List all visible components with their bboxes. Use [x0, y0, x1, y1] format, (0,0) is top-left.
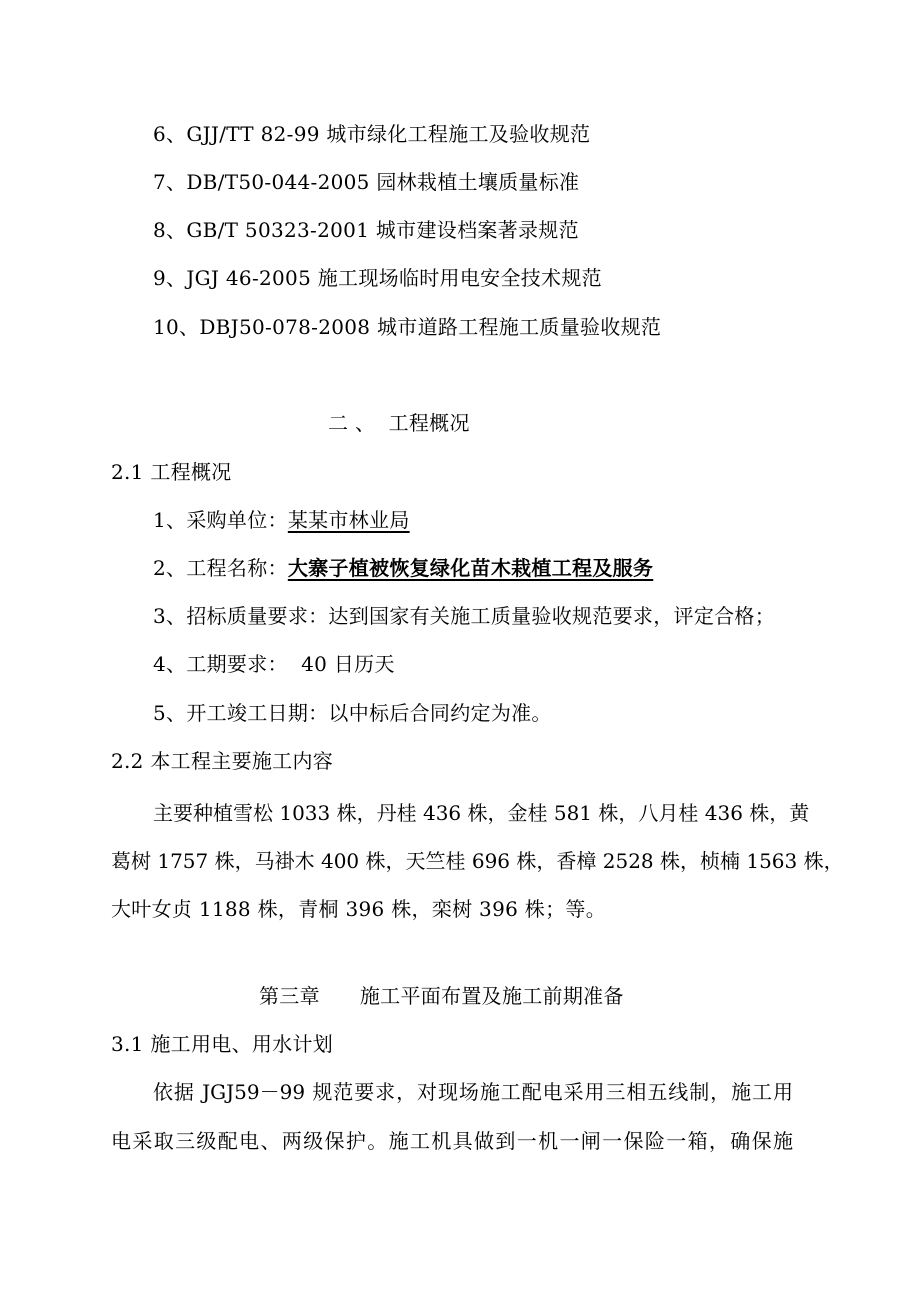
start-end-dates: 5、开工竣工日期：以中标后合同约定为准。: [153, 701, 552, 725]
project-name-line: [153, 555, 653, 581]
duration-requirement: 4、工期要求： 40 日历天: [153, 652, 395, 676]
subsection-heading-3-1: 3.1 施工用电、用水计划: [111, 1032, 334, 1056]
project-name-label: 2、工程名称：: [153, 556, 288, 580]
chapter-3-heading: 第三章 施工平面布置及施工前期准备: [259, 984, 624, 1008]
quality-requirement: 3、招标质量要求：达到国家有关施工质量验收规范要求，评定合格；: [153, 604, 776, 628]
power-plan-line-2: 电采取三级配电、两级保护。施工机具做到一机一闸一保险一箱，确保施: [111, 1129, 793, 1153]
power-plan-line-1: 依据 JGJ59－99 规范要求，对现场施工配电采用三相五线制，施工用: [153, 1080, 793, 1104]
purchaser-value: 某某市林业局: [287, 508, 410, 532]
reference-item-6: 6、GJJ/TT 82-99 城市绿化工程施工及验收规范: [153, 122, 591, 146]
purchaser-line: [153, 507, 410, 533]
project-name-value: 大寨子植被恢复绿化苗木栽植工程及服务: [287, 556, 654, 580]
subsection-heading-2-1: 2.1 工程概况: [111, 460, 232, 484]
reference-item-8: 8、GB/T 50323-2001 城市建设档案著录规范: [153, 218, 579, 242]
reference-item-9: 9、JGJ 46-2005 施工现场临时用电安全技术规范: [153, 266, 602, 290]
planting-content-line-1: 主要种植雪松 1033 株，丹桂 436 株，金桂 581 株，八月桂 436 株，黄: [153, 801, 810, 825]
reference-item-7: 7、DB/T50-044-2005 园林栽植土壤质量标准: [153, 170, 580, 194]
planting-content-line-2: 葛树 1757 株，马褂木 400 株，天竺桂 696 株，香樟 2528 株，桢楠 1563 株，: [111, 849, 844, 873]
subsection-heading-2-2: 2.2 本工程主要施工内容: [111, 749, 334, 773]
planting-content-line-3: 大叶女贞 1188 株，青桐 396 株，栾树 396 株；等。: [111, 897, 606, 921]
purchaser-label: 1、采购单位：: [153, 508, 288, 532]
section-heading-project-overview: 二 、 工程概况: [328, 411, 470, 435]
reference-item-10: 10、DBJ50-078-2008 城市道路工程施工质量验收规范: [153, 315, 662, 339]
